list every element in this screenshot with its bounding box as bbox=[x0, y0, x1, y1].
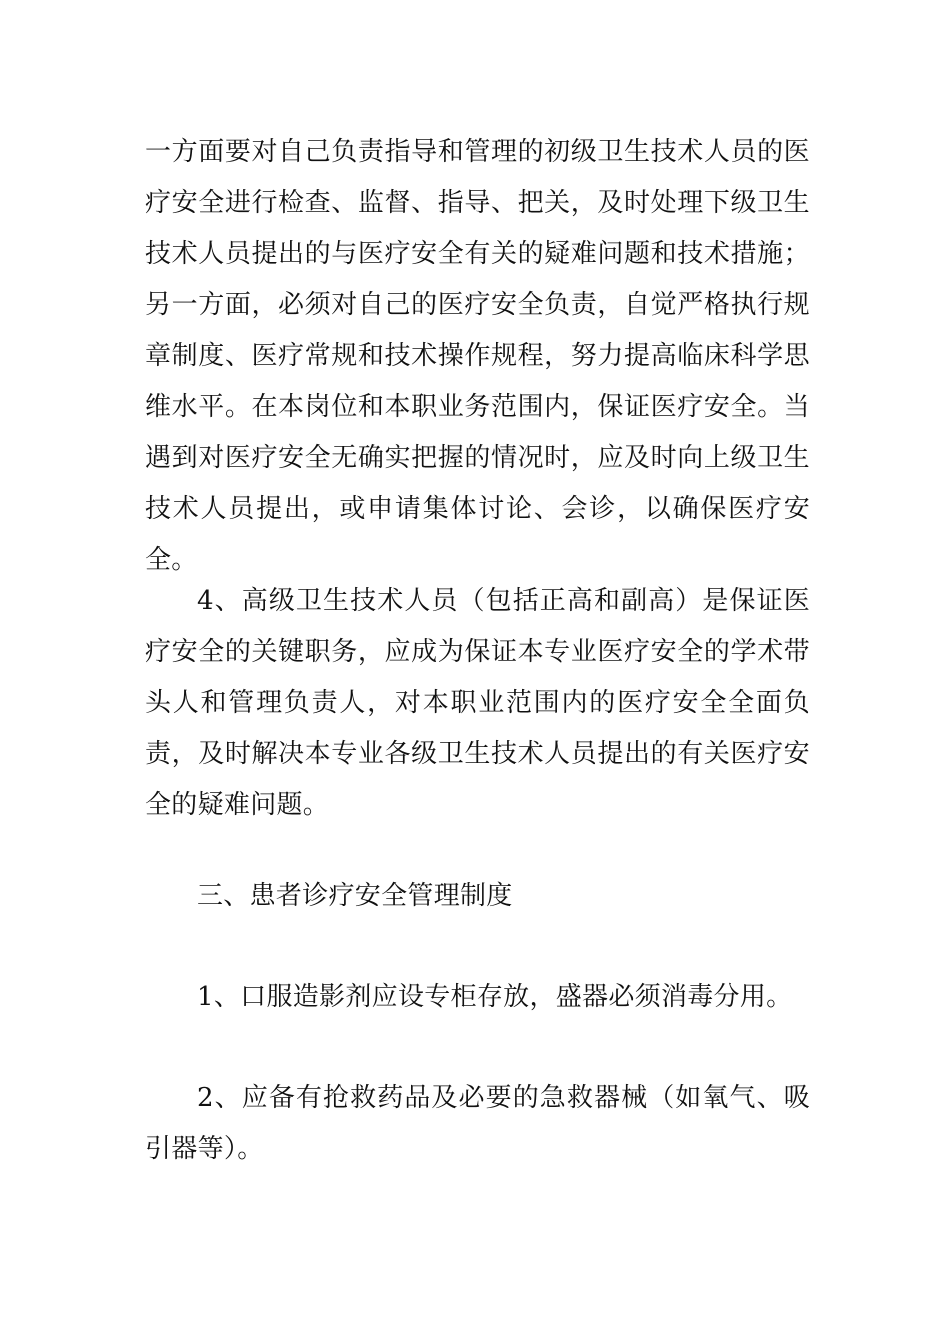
list-item-1: 1、口服造影剂应设专柜存放，盛器必须消毒分用。 bbox=[197, 982, 793, 1012]
list-item-2: 2、应备有抢救药品及必要的急救器械（如氧气、吸引器等）。 bbox=[145, 1083, 810, 1164]
section-heading: 三、患者诊疗安全管理制度 bbox=[197, 881, 513, 911]
paragraph-senior-staff: 4、高级卫生技术人员（包括正高和副高）是保证医疗安全的关键职务，应成为保证本专业医疗安全的学术带头人和管理负责人，对本职业范围内的医疗安全全面负责，及时解决本专业各级卫生技术人员提出的有关医疗安全的疑难问题。 bbox=[145, 586, 810, 820]
paragraph-physician-duties: 一方面要对自己负责指导和管理的初级卫生技术人员的医疗安全进行检查、监督、指导、把关，及时处理下级卫生技术人员提出的与医疗安全有关的疑难问题和技术措施；另一方面，必须对自己的医疗安全负责，自觉严格执行规章制度、医疗常规和技术操作规程，努力提高临床科学思维水平。在本岗位和本职业务范围内，保证医疗安全。当遇到对医疗安全无确实把握的情况时，应及时向上级卫生技术人员提出，或申请集体讨论、会诊，以确保医疗安全。 bbox=[145, 137, 810, 575]
